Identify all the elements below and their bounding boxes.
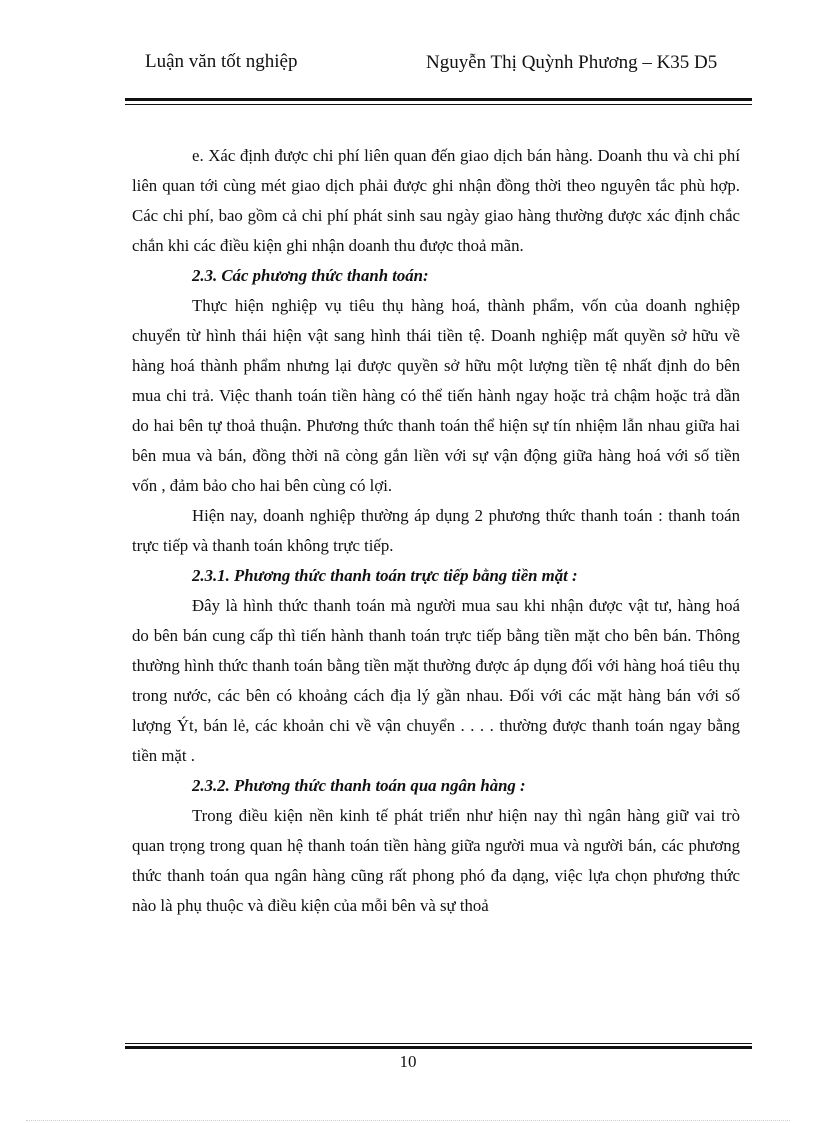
paragraph: Đây là hình thức thanh toán mà người mua sau khi nhận được vật tư, hàng hoá do bên bán cung cấp thì tiến hành thanh toán trực tiếp bằng tiền mặt cho bên bán. Thông thường hình thức thanh toán bằng tiền mặt thường được áp dụng đối với hàng hoá tiêu thụ trong nước, các bên có khoảng cách địa lý gần nhau. Đối với các mặt hàng bán với số lượng Ýt, bán lẻ, các khoản chi về vận chuyển . . . . thường được thanh toán ngay bằng tiền mặt . (132, 596, 740, 765)
footer-rule-thick (125, 1046, 752, 1049)
section-heading: 2.3. Các phương thức thanh toán: (192, 266, 429, 285)
page-edge-divider (26, 1120, 790, 1121)
page-number: 10 (399, 1052, 417, 1071)
subsection-heading: 2.3.1. Phương thức thanh toán trực tiếp bằng tiền mặt : (192, 566, 578, 585)
document-body (132, 141, 740, 921)
paragraph: Hiện nay, doanh nghiệp thường áp dụng 2 phương thức thanh toán : thanh toán trực tiếp và thanh toán không trực tiếp. (132, 506, 740, 555)
paragraph: Thực hiện nghiệp vụ tiêu thụ hàng hoá, thành phẩm, vốn của doanh nghiệp chuyển từ hình thái hiện vật sang hình thái tiền tệ. Doanh nghiệp mất quyền sở hữu về hàng hoá thành phẩm nhưng lại được quyền sở hữu một lượng tiền tệ nhất định do bên mua chi trả. Việc thanh toán tiền hàng có thể tiến hành ngay hoặc trả chậm hoặc trả dần do hai bên tự thoả thuận. Phương thức thanh toán thể hiện sự tín nhiệm lẫn nhau giữa hai bên mua và bán, đồng thời nã còng gắn liền với sự vận động giữa hàng hoá với số tiền vốn , đảm bảo cho hai bên cùng có lợi. (132, 296, 740, 495)
header-rule-thin (125, 104, 752, 105)
header-thesis-label: Luận văn tốt nghiệp (145, 51, 298, 72)
paragraph: Trong điều kiện nền kinh tế phát triển như hiện nay thì ngân hàng giữ vai trò quan trọng trong quan hệ thanh toán tiền hàng giữa người mua và người bán, các phương thức thanh toán qua ngân hàng cũng rất phong phó đa dạng, việc lựa chọn phương thức nào là phụ thuộc và điều kiện của mỗi bên và sự thoả (132, 806, 740, 915)
subsection-heading: 2.3.2. Phương thức thanh toán qua ngân hàng : (192, 776, 526, 795)
header-rule-thick (125, 98, 752, 101)
header-author-label: Nguyễn Thị Quỳnh Phương – K35 D5 (426, 52, 718, 73)
footer-rule-thin (125, 1043, 752, 1044)
paragraph: e. Xác định được chi phí liên quan đến giao dịch bán hàng. Doanh thu và chi phí liên quan tới cùng mét giao dịch phải được ghi nhận đồng thời theo nguyên tắc phù hợp. Các chi phí, bao gồm cả chi phí phát sinh sau ngày giao hàng thường được xác định chắc chắn khi các điều kiện ghi nhận doanh thu được thoả mãn. (132, 146, 740, 255)
